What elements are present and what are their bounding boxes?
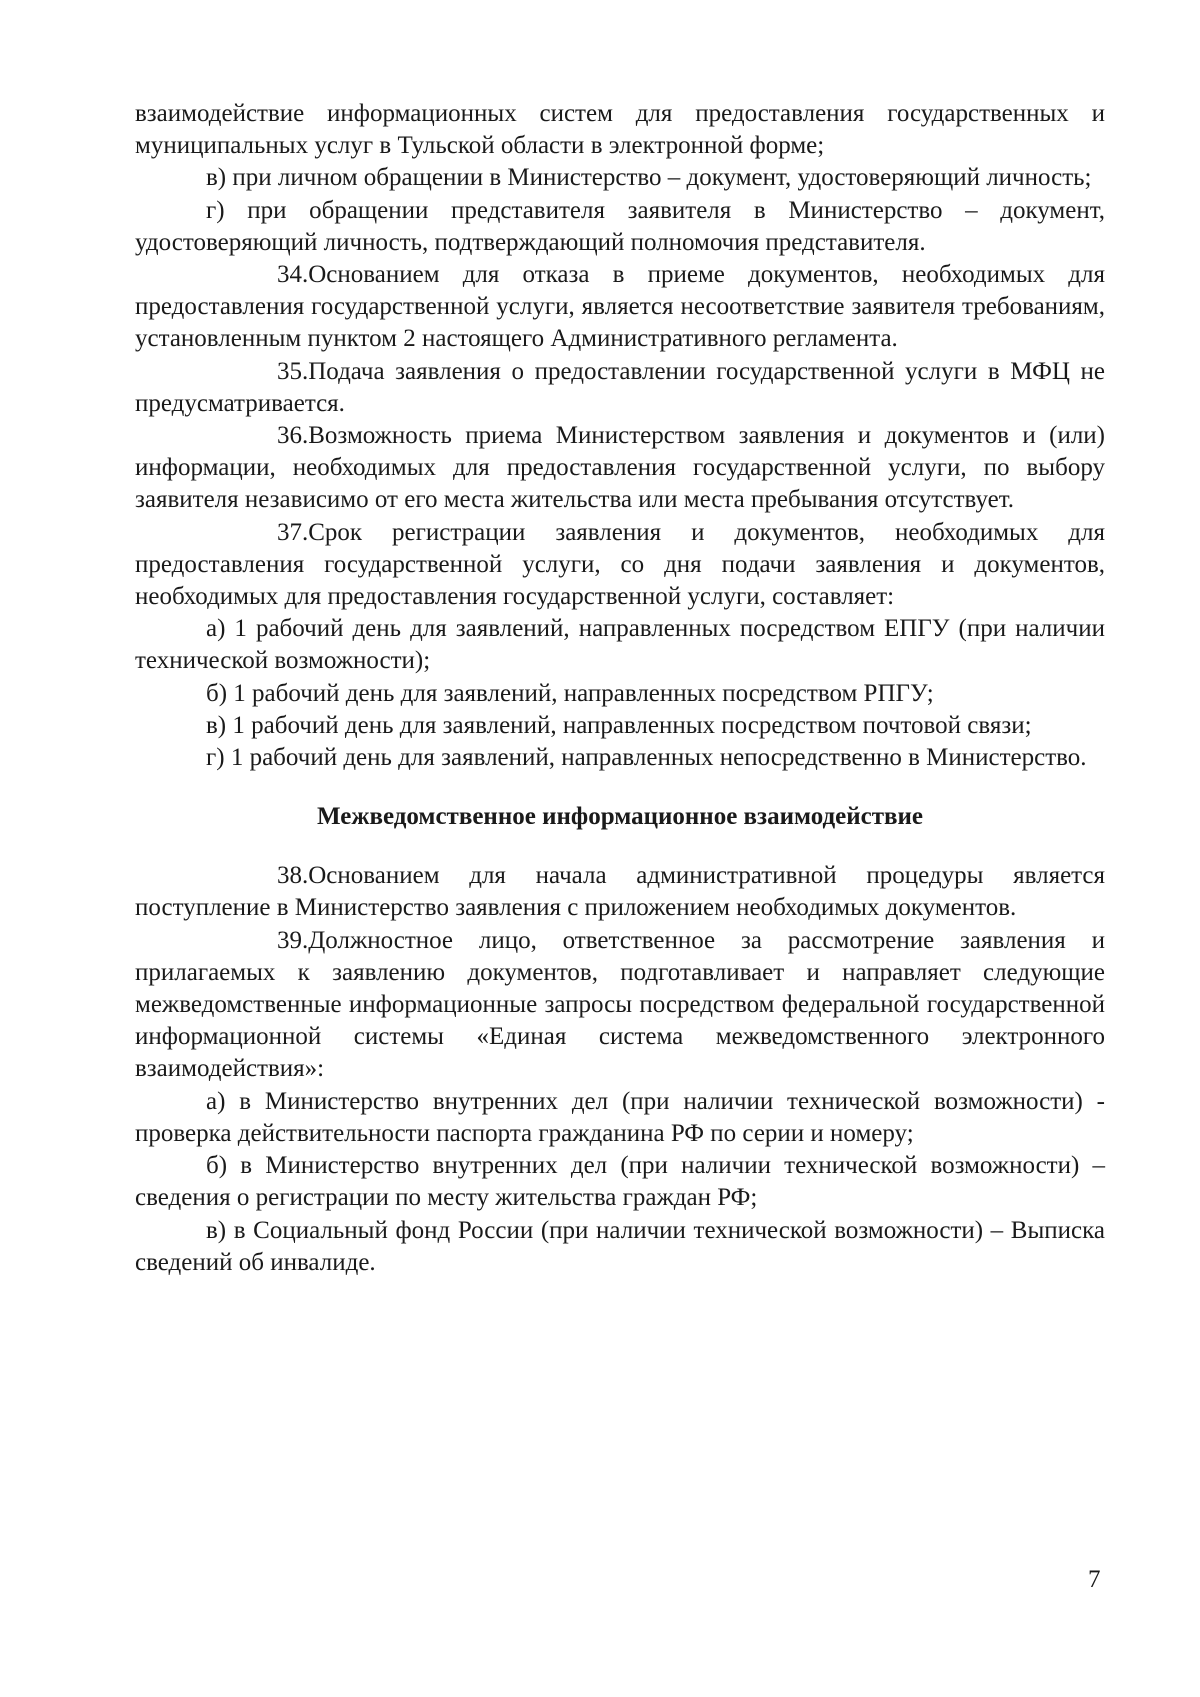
list-item: а) 1 рабочий день для заявлений, направленных посредством ЕПГУ (при наличии технической возможности);	[135, 615, 1105, 675]
paragraph-text: Срок регистрации заявления и документов, необходимых для предоставления государственной услуги, со дня подачи заявления и документов, необходимых для предоставления государственной услуги, составляет:	[135, 518, 1105, 611]
paragraph-number: 36.	[277, 422, 309, 450]
list-item: г) при обращении представителя заявителя в Министерство – документ, удостоверяющий личность, подтверждающий полномочия представителя.	[135, 196, 1105, 256]
section-heading: Межведомственное информационное взаимодействие	[317, 803, 923, 831]
list-item: б) 1 рабочий день для заявлений, направленных посредством РПГУ;	[206, 679, 934, 707]
paragraph-text: Подача заявления о предоставлении государственной услуги в МФЦ не предусматривается.	[135, 357, 1105, 417]
paragraph-text: Основанием для отказа в приеме документов, необходимых для предоставления государственной услуги, является несоответствие заявителя требованиям, установленным пунктом 2 настоящего Административного регламента.	[135, 261, 1105, 353]
paragraph-34	[135, 259, 1105, 356]
list-item: б) в Министерство внутренних дел (при наличии технической возможности) – сведения о регистрации по месту жительства граждан РФ;	[135, 1152, 1105, 1212]
paragraph-39	[135, 925, 1105, 1086]
paragraph-number: 38.	[277, 862, 309, 890]
paragraph-37	[135, 517, 1105, 614]
paragraph-text: Возможность приема Министерством заявления и документов и (или) информации, необходимых для предоставления государственной услуги, по выбору заявителя независимо от его места жительства или места пребывания отсутствует.	[135, 422, 1105, 514]
list-item: а) в Министерство внутренних дел (при наличии технической возможности) - проверка действительности паспорта гражданина РФ по серии и номеру;	[135, 1087, 1105, 1147]
paragraph-number: 35.	[277, 357, 309, 385]
document-body	[135, 98, 1105, 1279]
paragraph-35	[135, 356, 1105, 420]
paragraph-number: 34.	[277, 261, 309, 289]
paragraph-text: Основанием для начала административной процедуры является поступление в Министерство заявления с приложением необходимых документов.	[135, 862, 1105, 922]
paragraph-number: 39.	[277, 926, 309, 954]
page-number: 7	[1088, 1566, 1101, 1593]
list-item: г) 1 рабочий день для заявлений, направленных непосредственно в Министерство.	[206, 744, 1087, 772]
list-item: в) в Социальный фонд России (при наличии технической возможности) – Выписка сведений об инвалиде.	[135, 1216, 1105, 1276]
paragraph-38	[135, 860, 1105, 924]
list-item: в) при личном обращении в Министерство – документ, удостоверяющий личность;	[206, 164, 1092, 192]
paragraph-text: Должностное лицо, ответственное за рассмотрение заявления и прилагаемых к заявлению документов, подготавливает и направляет следующие межведомственные информационные запросы посредством федеральной государственной информационной системы «Единая система межведомственного электронного взаимодействия»:	[135, 926, 1105, 1083]
list-item: в) 1 рабочий день для заявлений, направленных посредством почтовой связи;	[206, 711, 1032, 739]
continuation-paragraph: взаимодействие информационных систем для предоставления государственных и муниципальных услуг в Тульской области в электронной форме;	[135, 100, 1105, 160]
paragraph-36	[135, 420, 1105, 517]
paragraph-number: 37.	[277, 518, 309, 546]
